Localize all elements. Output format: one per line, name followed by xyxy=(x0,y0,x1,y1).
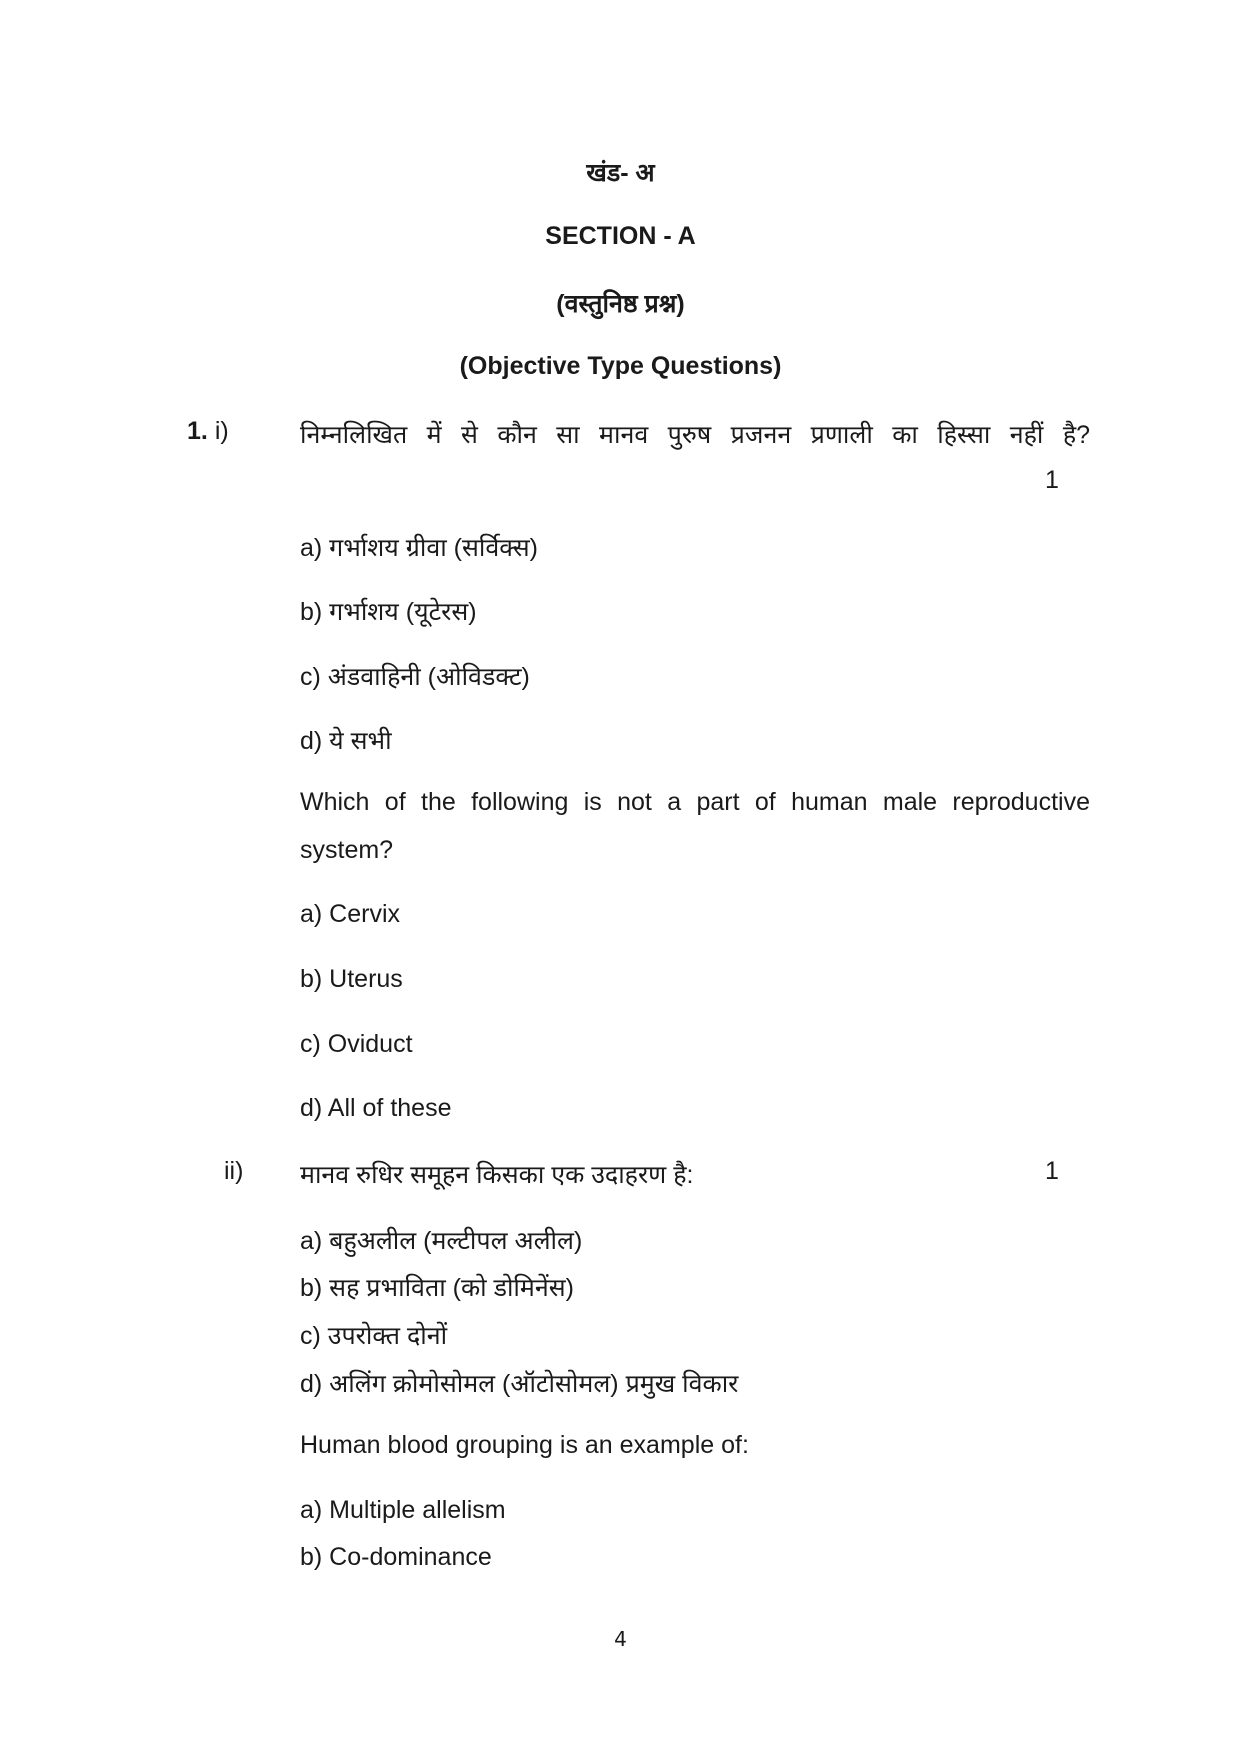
q1-hindi-option-c: c) अंडवाहिनी (ओविडक्ट) xyxy=(300,663,530,691)
q2-english-question: Human blood grouping is an example of: xyxy=(300,1431,749,1459)
q1-english-option-c: c) Oviduct xyxy=(300,1030,413,1058)
question-2-part: ii) xyxy=(224,1157,244,1185)
q1-english-option-a: a) Cervix xyxy=(300,900,401,928)
q2-marks: 1 xyxy=(1045,1157,1059,1185)
question-1-number: 1. xyxy=(187,417,208,445)
hindi-section-heading: खंड- अ xyxy=(586,159,655,187)
section-heading: SECTION - A xyxy=(545,222,696,250)
q1-hindi-option-a: a) गर्भाशय ग्रीवा (सर्विक्स) xyxy=(300,534,538,562)
hindi-subtitle: (वस्तुनिष्ठ प्रश्न) xyxy=(556,290,685,318)
q2-english-option-b: b) Co-dominance xyxy=(300,1543,492,1571)
q2-hindi-option-c: c) उपरोक्त दोनों xyxy=(300,1322,448,1350)
q2-english-option-a: a) Multiple allelism xyxy=(300,1496,506,1524)
q1-marks: 1 xyxy=(1045,466,1059,494)
q2-hindi-question: मानव रुधिर समूहन किसका एक उदाहरण है: xyxy=(300,1161,694,1189)
q2-hindi-option-a: a) बहुअलील (मल्टीपल अलील) xyxy=(300,1227,583,1255)
page-number: 4 xyxy=(614,1627,627,1651)
subtitle: (Objective Type Questions) xyxy=(459,352,782,380)
q1-english-option-b: b) Uterus xyxy=(300,965,403,993)
q1-english-question-line1: Which of the following is not a part of human male reproductive xyxy=(300,788,1090,816)
q1-hindi-question: निम्नलिखित में से कौन सा मानव पुरुष प्रजनन प्रणाली का हिस्सा नहीं है? xyxy=(300,421,1090,449)
q2-hindi-option-b: b) सह प्रभाविता (को डोमिनेंस) xyxy=(300,1274,574,1302)
q1-hindi-option-b: b) गर्भाशय (यूटेरस) xyxy=(300,598,477,626)
question-number xyxy=(187,417,229,446)
q1-english-question-line2: system? xyxy=(300,836,394,864)
q2-hindi-option-d: d) अलिंग क्रोमोसोमल (ऑटोसोमल) प्रमुख विकार xyxy=(300,1370,739,1398)
question-1-part: i) xyxy=(214,417,229,445)
q1-english-option-d: d) All of these xyxy=(300,1094,452,1122)
q1-hindi-option-d: d) ये सभी xyxy=(300,727,392,755)
